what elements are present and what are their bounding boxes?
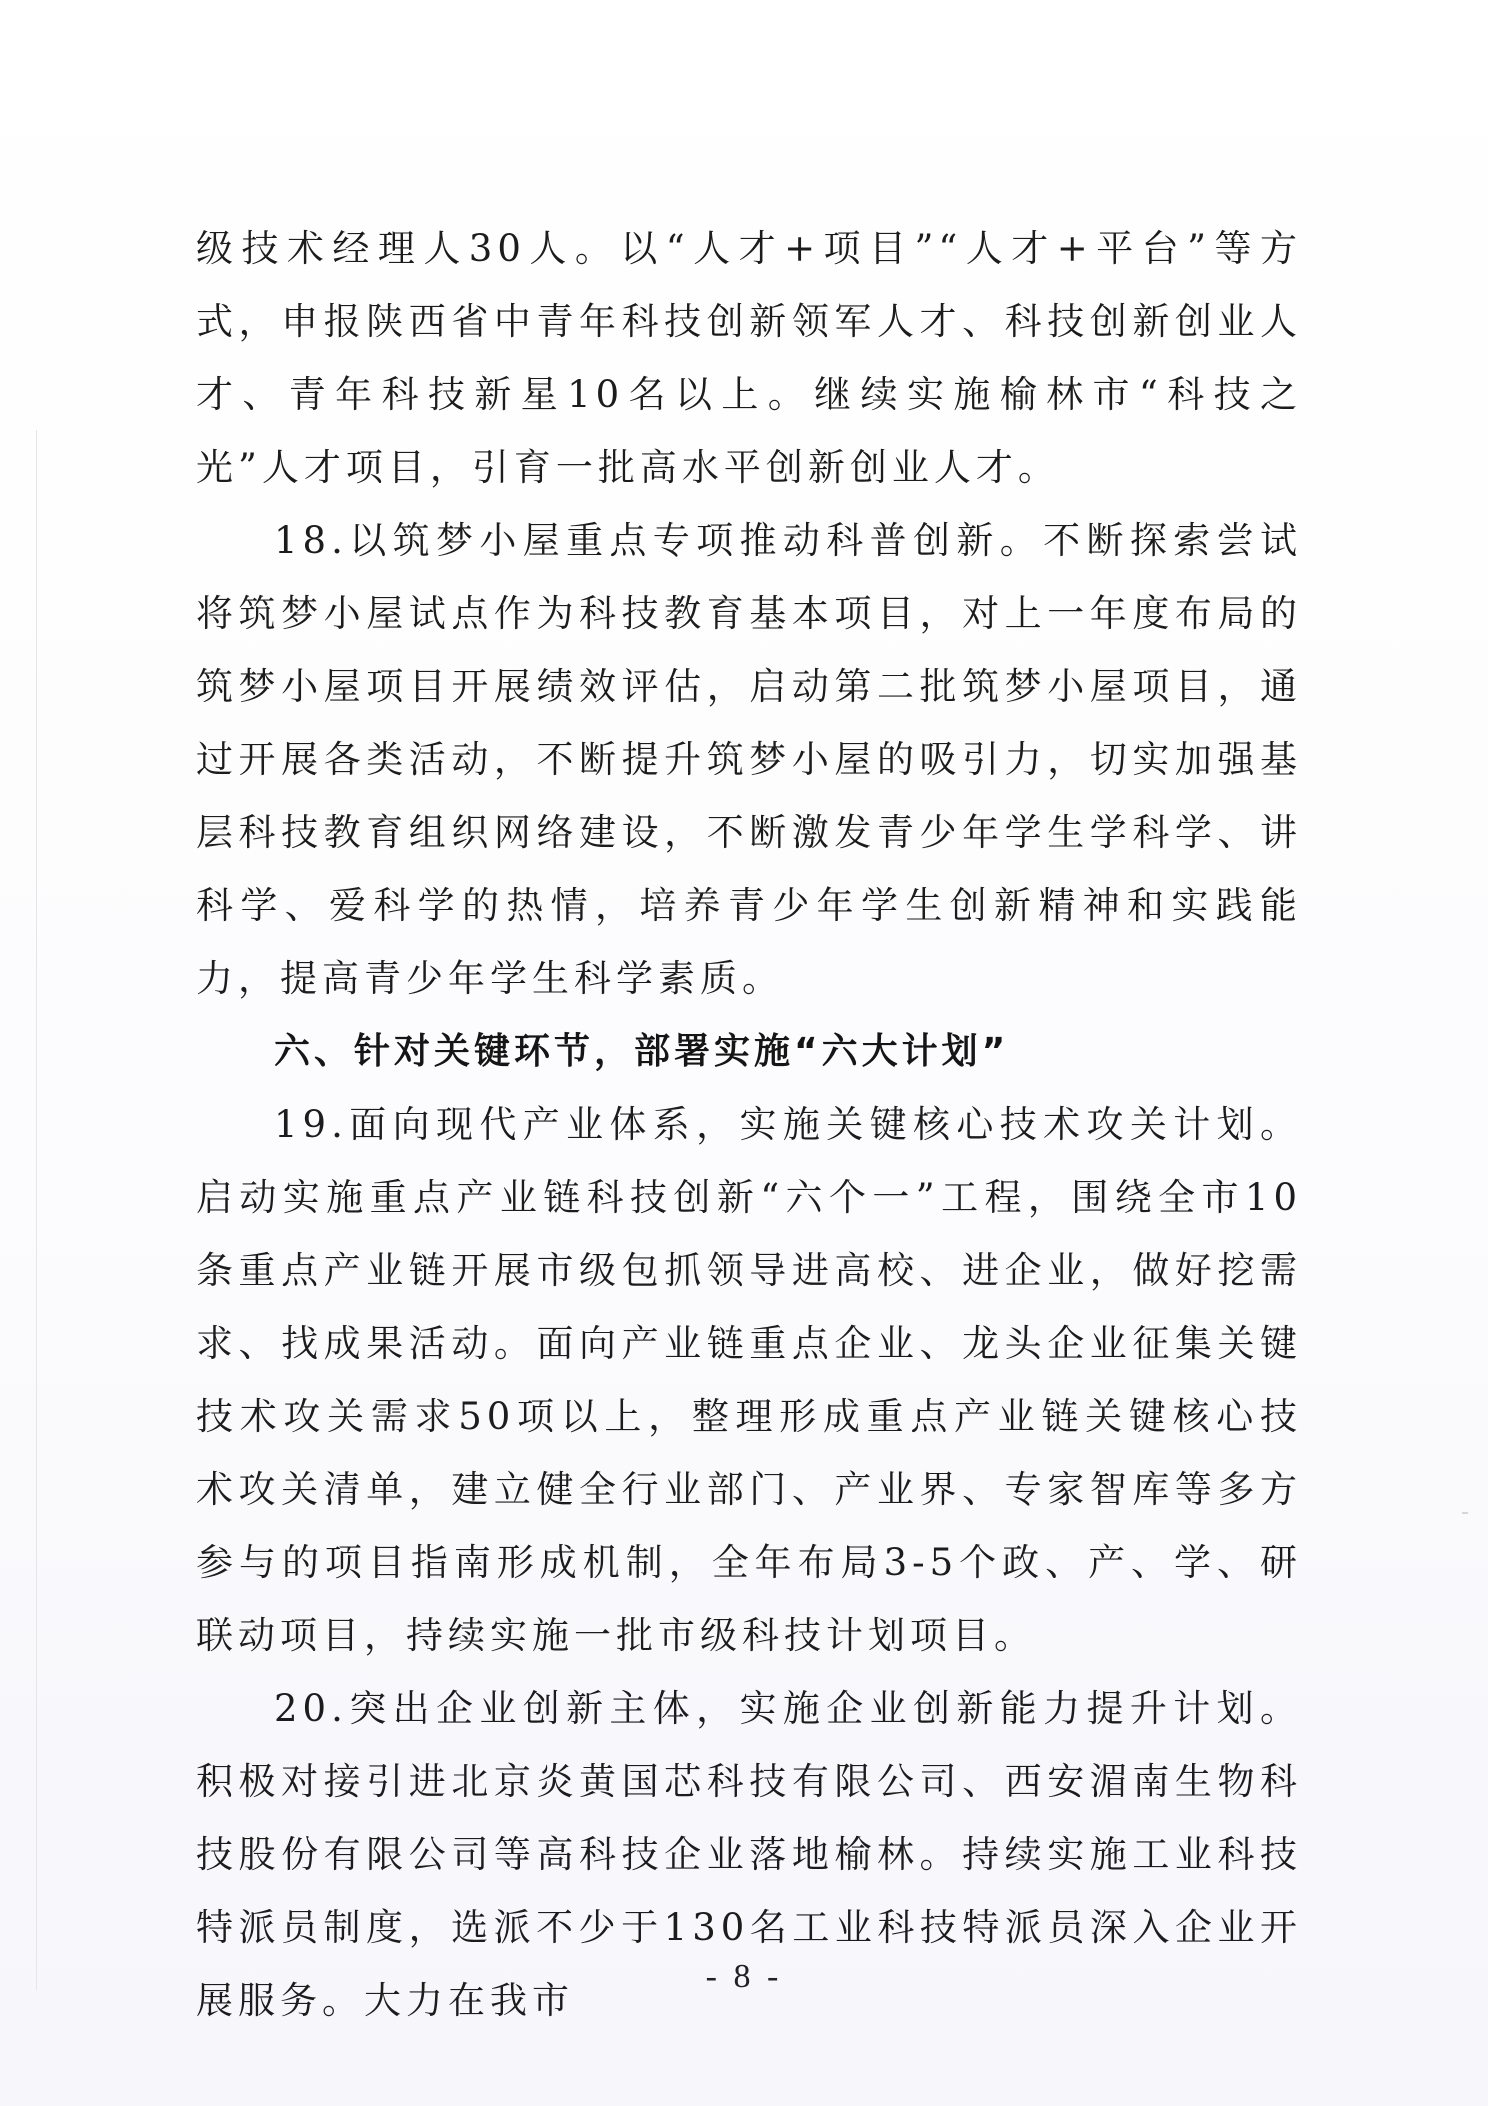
paragraph-item-19: 19.面向现代产业体系，实施关键核心技术攻关计划。启动实施重点产业链科技创新“六个一”工程，围绕全市10条重点产业链开展市级包抓领导进高校、进企业，做好挖需求、找成果活动。面向产业链重点企业、龙头企业征集关键技术攻关需求50项以上，整理形成重点产业链关键核心技术攻关清单，建立健全行业部门、产业界、专家智库等多方参与的项目指南形成机制，全年布局3-5个政、产、学、研联动项目，持续实施一批市级科技计划项目。 (196, 1103, 1302, 1657)
scan-edge-line (36, 430, 37, 1990)
section-heading-six: 六、针对关键环节，部署实施“六大计划” (274, 1031, 1010, 1072)
document-body (196, 212, 1302, 2037)
scan-edge-mark (1462, 1512, 1468, 1514)
page-number: - 8 - (705, 1958, 783, 1995)
paragraph-talent-continuation: 级技术经理人30人。以“人才+项目”“人才+平台”等方式，申报陕西省中青年科技创新领军人才、科技创新创业人才、青年科技新星10名以上。继续实施榆林市“科技之光”人才项目，引育一批高水平创新创业人才。 (196, 227, 1302, 489)
paragraph-item-20: 20.突出企业创新主体，实施企业创新能力提升计划。积极对接引进北京炎黄国芯科技有限公司、西安湄南生物科技股份有限公司等高科技企业落地榆林。持续实施工业科技特派员制度，选派不少于130名工业科技特派员深入企业开展服务。大力在我市 (196, 1687, 1302, 2022)
paragraph-item-18: 18.以筑梦小屋重点专项推动科普创新。不断探索尝试将筑梦小屋试点作为科技教育基本项目，对上一年度布局的筑梦小屋项目开展绩效评估，启动第二批筑梦小屋项目，通过开展各类活动，不断提升筑梦小屋的吸引力，切实加强基层科技教育组织网络建设，不断激发青少年学生学科学、讲科学、爱科学的热情，培养青少年学生创新精神和实践能力，提高青少年学生科学素质。 (196, 519, 1302, 1000)
